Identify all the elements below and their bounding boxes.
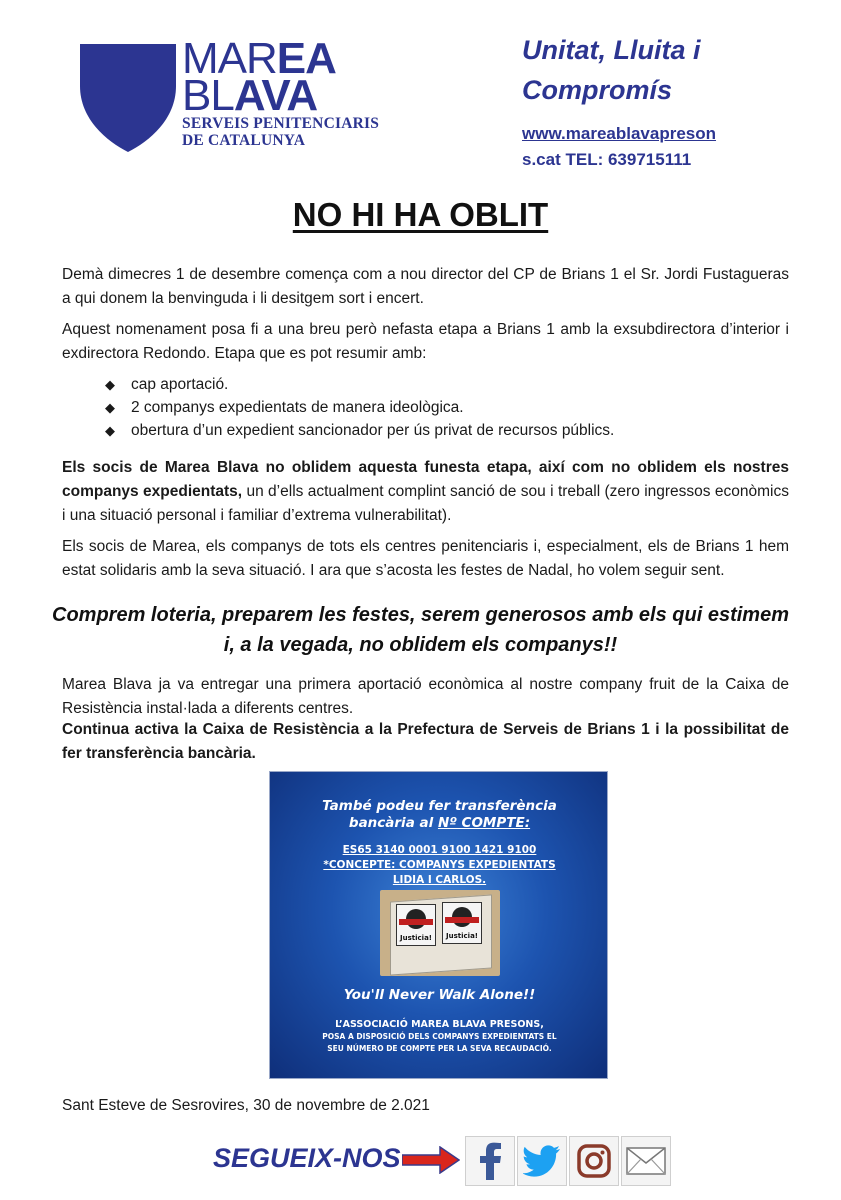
- paragraph-3: [62, 456, 789, 528]
- motto-line2: Compromís: [522, 75, 673, 105]
- poster-iban: ES65 3140 0001 9100 1421 9100: [342, 844, 537, 856]
- facebook-icon: [477, 1142, 503, 1180]
- paragraph-3-bold: Els socis de Marea Blava no oblidem aquesta funesta etapa, així com no oblidem els nostres companys expedientats,: [62, 459, 789, 500]
- list-item-text: obertura d’un expedient sancionador per ús privat de recursos públics.: [131, 422, 615, 439]
- instagram-icon: [577, 1144, 611, 1178]
- page-title: NO HI HA OBLIT: [292, 196, 549, 233]
- poster-heading-line2: bancària al Nº COMPTE:: [348, 815, 531, 831]
- list-item: [105, 373, 755, 396]
- paragraph-4: Els socis de Marea, els companys de tots els centres penitenciaris i, especialment, els de Brians 1 hem estat solidaris amb la seva situació. I ara que s’acosta les festes de Nadal, ho volem seguir sent.: [62, 538, 789, 579]
- motto: [522, 30, 822, 110]
- facebook-link[interactable]: [465, 1136, 515, 1186]
- list-item: [105, 419, 755, 442]
- paragraph-1: Demà dimecres 1 de desembre comença com a nou director del CP de Brians 1 el Sr. Jordi Fustagueras a qui donem la benvinguda i li desitgem sort i encert.: [62, 266, 789, 307]
- paragraph-2: Aquest nomenament posa fi a una breu però nefasta etapa a Brians 1 amb la exsubdirectora d’interior i exdirectora Redondo. Etapa que es pot resumir amb:: [62, 321, 789, 362]
- arrow-right-icon: [402, 1146, 460, 1174]
- logo-wordmark-line2: BLAVA: [182, 71, 318, 120]
- twitter-icon: [523, 1145, 561, 1177]
- website-tel-line: s.cat TEL: 639715111: [522, 150, 692, 169]
- slogan: [0, 600, 841, 660]
- poster-photo: [380, 890, 500, 976]
- poster-heading-line1: També podeu fer transferència: [322, 798, 557, 814]
- website-link[interactable]: www.mareablavapreson: [522, 124, 717, 143]
- list-item: [105, 396, 755, 419]
- mail-link[interactable]: [621, 1136, 671, 1186]
- instagram-link[interactable]: [569, 1136, 619, 1186]
- date-line: Sant Esteve de Sesrovires, 30 de novembre de 2.021: [62, 1097, 430, 1114]
- follow-us-label: SEGUEIX-NOS: [213, 1143, 401, 1173]
- logo-shield: [78, 42, 178, 154]
- sticker-image: Justicia!: [396, 904, 436, 946]
- list-item-text: 2 companys expedientats de manera ideològica.: [131, 399, 464, 416]
- twitter-link[interactable]: [517, 1136, 567, 1186]
- mail-icon: [626, 1147, 666, 1175]
- diamond-bullet-icon: ◆: [105, 377, 115, 392]
- poster-assoc-title: L’ASSOCIACIÓ MAREA BLAVA PRESONS,: [335, 1019, 544, 1030]
- page-title-wrap: [0, 196, 841, 234]
- donation-poster: [269, 771, 608, 1079]
- logo-wordmark-line1: MAREA: [182, 34, 336, 83]
- poster-assoc-line2: SEU NÚMERO DE COMPTE PER LA SEVA RECAUDACIÓ.: [327, 1044, 552, 1053]
- poster-concept: *CONCEPTE: COMPANYS EXPEDIENTATS: [323, 859, 556, 871]
- diamond-bullet-icon: ◆: [105, 400, 115, 415]
- poster-heading: [270, 798, 609, 832]
- paragraph-6: Continua activa la Caixa de Resistència a la Prefectura de Serveis de Brians 1 i la possibilitat de fer transferència bancària.: [62, 721, 789, 762]
- logo-subtitle-1: SERVEIS PENITENCIARIS: [182, 115, 380, 132]
- slogan-line1: Comprem loteria, preparem les festes, serem generosos amb els qui estimem: [52, 604, 789, 626]
- poster-ynwa: You'll Never Walk Alone!!: [343, 987, 536, 1003]
- poster-association: [270, 1019, 609, 1055]
- slogan-line2: i, a la vegada, no oblidem els companys!!: [223, 634, 618, 656]
- logo-subtitle-2: DE CATALUNYA: [182, 132, 306, 149]
- poster-names: LIDIA I CARLOS.: [392, 874, 487, 886]
- motto-line1: Unitat, Lluita i: [522, 35, 701, 65]
- paragraph-5: Marea Blava ja va entregar una primera aportació econòmica al nostre company fruit de la Caixa de Resistència instal·lada a diferents centres.: [62, 676, 789, 717]
- sticker-image: Justicia!: [442, 902, 482, 944]
- paragraph-3-rest: un d’ells actualment complint sanció de sou i treball (zero ingressos econòmics i una situació personal i familiar d’extrema vulnerabilitat).: [62, 483, 789, 524]
- bullet-list: [105, 373, 755, 442]
- list-item-text: cap aportació.: [131, 376, 229, 393]
- poster-assoc-line1: POSA A DISPOSICIÓ DELS COMPANYS EXPEDIENTATS EL: [322, 1032, 557, 1041]
- poster-account: [270, 843, 609, 888]
- diamond-bullet-icon: ◆: [105, 423, 115, 438]
